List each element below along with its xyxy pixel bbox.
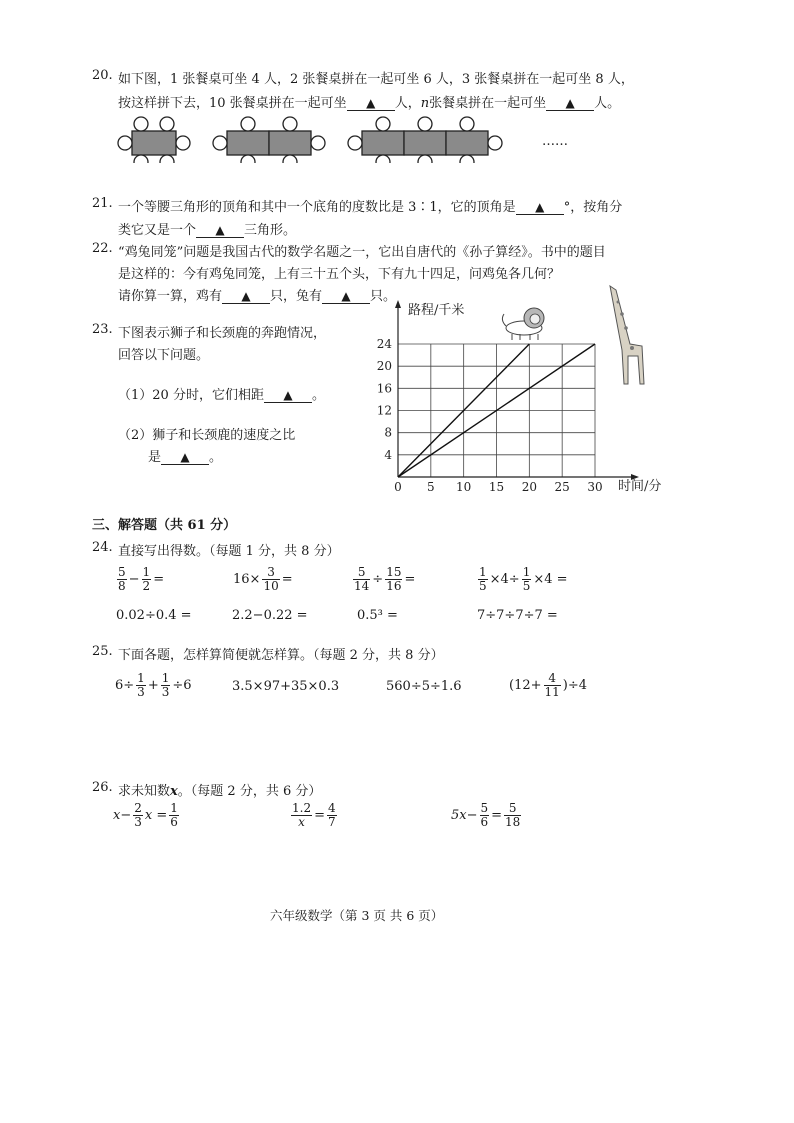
q20-ellipsis: ……: [542, 134, 568, 149]
chart-x-tick-label: 10: [456, 480, 472, 494]
page-footer: 六年级数学（第 3 页 共 6 页）: [270, 908, 444, 923]
q20-number: 20.: [92, 68, 113, 83]
chart-x-tick-label: 5: [427, 480, 435, 494]
lion-icon: [502, 308, 544, 340]
q25-item-a: 6÷ $\frac{1}{3}$ + $\frac{1}{3}$ ÷6: [115, 671, 192, 699]
q24-item-g: 0.5³ =: [357, 608, 398, 623]
q22-blank-chickens[interactable]: ▲: [222, 289, 270, 304]
q26-item-a: x− $\frac{2}{3}$ x = $\frac{1}{6}$: [113, 801, 178, 829]
q26-title-b: 。（每题 2 分，共 6 分）: [177, 784, 322, 799]
q26-item-b: $\frac{1.2}{x}$ = $\frac{4}{7}$: [292, 801, 336, 829]
q20-text-a: 按这样拼下去，10 张餐桌拼在一起可坐: [118, 96, 347, 111]
q22-line1: “鸡兔同笼”问题是我国古代的数学名题之一，它出自唐代的《孙子算经》。书中的题目: [118, 245, 606, 260]
chart-y-axis-label: 路程/千米: [408, 303, 465, 318]
q20-line1: 如下图，1 张餐桌可坐 4 人，2 张餐桌拼在一起可坐 6 人，3 张餐桌拼在一起可坐 8 人，: [118, 72, 634, 87]
section3-title: 三、解答题（共 61 分）: [92, 518, 237, 533]
q26-number: 26.: [92, 780, 113, 795]
q22-number: 22.: [92, 241, 113, 256]
q22-line3: [118, 285, 396, 304]
q22-text-c: 只。: [370, 289, 397, 304]
q21-text-b: °，按角分: [563, 200, 623, 215]
q21-blank-apex[interactable]: ▲: [516, 200, 564, 215]
chart-y-tick-label: 24: [376, 337, 392, 351]
q24-item-h: 7÷7÷7÷7 =: [477, 608, 558, 623]
chart-x-tick-label: 25: [554, 480, 570, 494]
q21-line1: [118, 196, 622, 215]
q24-item-c: $\frac{5}{14}$ ÷ $\frac{15}{16}$ =: [354, 565, 416, 593]
q23-line1: 下图表示狮子和长颈鹿的奔跑情况，: [118, 326, 327, 341]
q24-item-d: $\frac{1}{5}$ ×4÷ $\frac{1}{5}$ ×4 =: [479, 565, 568, 593]
q20-text-c: 张餐桌拼在一起可坐: [429, 96, 547, 111]
chart-x-tick-label: 15: [488, 480, 505, 494]
q26-item-c: 5x− $\frac{5}{6}$ = $\frac{5}{18}$: [451, 801, 521, 829]
q25-number: 25.: [92, 644, 113, 659]
q26-title-x: x: [170, 784, 178, 799]
chart-y-tick-label: 16: [376, 381, 392, 396]
q20-text-d: 人。: [594, 96, 621, 111]
q23-line2: 回答以下问题。: [118, 348, 210, 363]
chart-y-tick-label: 20: [376, 359, 392, 374]
q23-sub1-end: 。: [311, 388, 325, 403]
q26-title-a: 求未知数: [118, 784, 171, 799]
q22-text-b: 只，兔有: [270, 289, 323, 304]
q23-sub1-text: （1）20 分时，它们相距: [118, 388, 264, 403]
q25-item-b: 3.5×97+35×0.3: [232, 679, 340, 694]
q23-blank-distance[interactable]: ▲: [264, 388, 312, 403]
chart-y-tick-label: 12: [376, 403, 392, 418]
q25-title: 下面各题，怎样算简便就怎样算。（每题 2 分，共 8 分）: [118, 648, 444, 663]
chart-x-tick-label: 20: [521, 480, 537, 494]
table-1: [132, 131, 176, 155]
chart-y-tick-label: 8: [384, 425, 392, 440]
q20-line2: [118, 92, 620, 111]
q26-title: [118, 780, 321, 799]
q23-sub1: [118, 384, 325, 403]
q25-item-c: 560÷5÷1.6: [386, 679, 462, 694]
q21-blank-type[interactable]: ▲: [196, 223, 244, 238]
q20-blank-10-tables[interactable]: ▲: [347, 96, 395, 111]
chart-x-tick-label: 0: [394, 480, 402, 494]
q22-line2: 是这样的：今有鸡兔同笼，上有三十五个头，下有九十四足，问鸡兔各几何？: [118, 267, 561, 282]
q23-sub2-line2: [148, 446, 222, 465]
q21-text-c: 类它又是一个: [118, 223, 197, 238]
q24-item-b: 16× $\frac{3}{10}$ =: [233, 565, 293, 593]
q23-number: 23.: [92, 322, 113, 337]
q21-number: 21.: [92, 196, 113, 211]
chart-x-tick-label: 30: [587, 480, 603, 494]
chart-y-tick-label: 4: [384, 447, 392, 462]
q24-title: 直接写出得数。（每题 1 分，共 8 分）: [118, 544, 340, 559]
q23-sub2: （2）狮子和长颈鹿的速度之比: [118, 428, 296, 443]
q20-text-b: 人，: [394, 96, 421, 111]
q21-line2: [118, 219, 296, 238]
q21-text-a: 一个等腰三角形的顶角和其中一个底角的度数比是 3∶1，它的顶角是: [118, 200, 516, 215]
q23-sub2-text: 是: [148, 450, 162, 465]
chart-y-arrow: [395, 300, 401, 308]
q23-sub2-end: 。: [209, 450, 223, 465]
chart-x-axis-label: 时间/分: [618, 479, 662, 494]
q24-number: 24.: [92, 540, 113, 555]
q21-text-d: 三角形。: [244, 223, 297, 238]
q23-chart: [370, 280, 700, 500]
q20-blank-n-tables[interactable]: ▲: [546, 96, 594, 111]
q24-item-e: 0.02÷0.4 =: [116, 608, 192, 623]
q24-item-a: $\frac{5}{8}$ − $\frac{1}{2}$ =: [118, 565, 165, 593]
q22-text-a: 请你算一算，鸡有: [118, 289, 223, 304]
q25-item-d: (12+ $\frac{4}{11}$ )÷4: [509, 671, 588, 699]
q20-var-n: n: [420, 96, 430, 111]
q24-item-f: 2.2−0.22 =: [232, 608, 308, 623]
giraffe-icon: [610, 286, 644, 384]
q22-blank-rabbits[interactable]: ▲: [322, 289, 370, 304]
q23-blank-ratio[interactable]: ▲: [161, 450, 209, 465]
q20-tables-figure: [110, 115, 580, 163]
